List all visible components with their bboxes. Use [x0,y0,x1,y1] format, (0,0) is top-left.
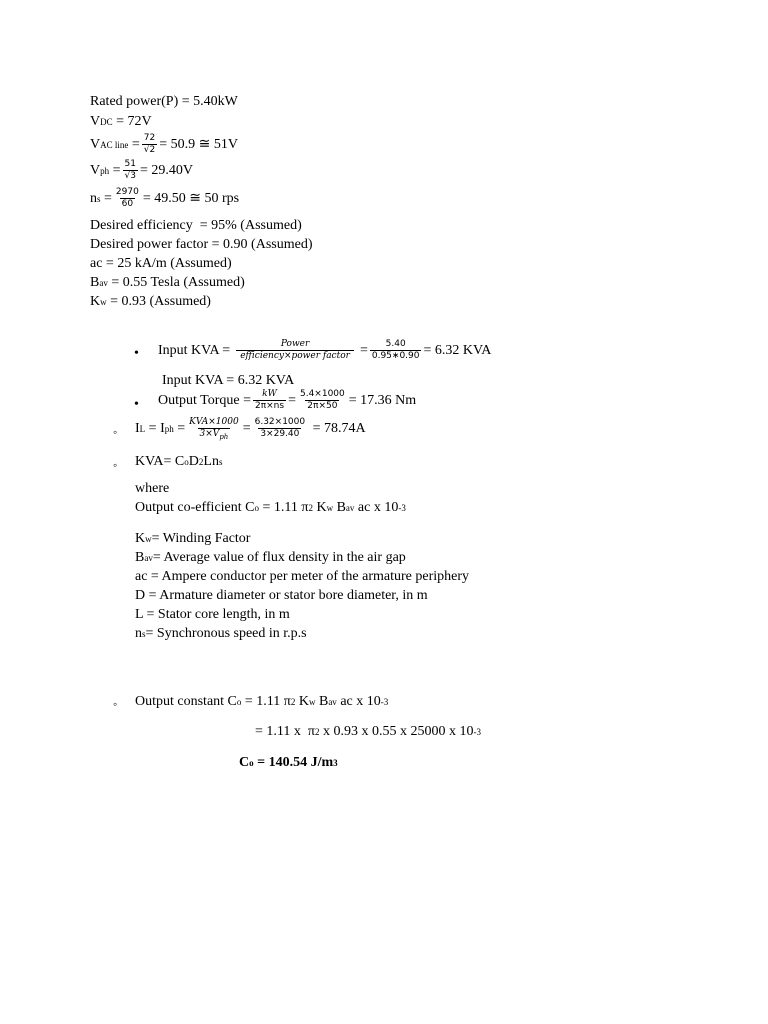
output-torque-label: Output Torque = [158,392,251,408]
bav-value: = 0.55 Tesla (Assumed) [107,275,245,290]
ns-line: n s = $\frac{2970}{60}$ = 49.50 ≅ 50 rps [90,187,240,209]
def-bav-line: B av = Average value of flux density in the air gap [135,550,406,565]
kw-value: = 0.93 (Assumed) [106,294,211,309]
oc-part-d: B [315,694,329,709]
oc-part-e: ac x 10 [336,694,381,709]
input-kva-equals: = [359,342,368,358]
ac-text: ac = 25 kA/m (Assumed) [90,256,232,271]
def-kw-text: = Winding Factor [151,531,251,546]
ns-symbol: n [90,190,97,206]
bullet-output-torque: • [134,397,139,412]
co-def-part-a: Output co-efficient C [135,500,255,515]
vph-equals: = [109,162,121,178]
torque-num-2: 5.4×1000 [299,389,345,399]
output-constant-result-line: C o = 140.54 J/m 3 [239,755,338,770]
il-fraction-2 [253,418,307,439]
torque-value: = 17.36 Nm [348,392,417,408]
ns-denominator: 60 [121,199,134,209]
co-def-part-e: ac x 10 [354,500,399,515]
vdc-value: = 72V [112,114,152,129]
vph-line: V ph = $\frac{51}{√3}$ = 29.40V [90,159,194,181]
ns-numerator: 2970 [115,187,139,197]
oc-result-value: = 140.54 J/m [253,755,334,770]
input-kva-label: Input KVA = [158,342,231,358]
def-ns-symbol: n [135,626,142,641]
vac-equals: = [128,136,140,152]
co-def-part-b: = 1.11 π [259,500,309,515]
kva-eq-part-c: Ln [203,454,219,469]
torque-equals: = [288,392,296,408]
bav-line: B av = 0.55 Tesla (Assumed) [90,275,245,290]
vdc-line: V DC = 72V [90,114,152,129]
il-num-1: KVA×1000 [189,417,239,427]
input-kva-den-1: efficiency×power factor [236,350,354,361]
torque-num-1: kW [262,389,277,399]
vph-numerator: 51 [124,159,136,169]
oc-part-a: Output constant C [135,694,237,709]
oc-part-b: = 1.11 π [241,694,291,709]
ac-line [90,257,232,271]
input-kva-den-2: 0.95∗0.90 [371,351,420,361]
vac-denominator: √2 [143,145,156,155]
il-den-1-text: 3×V [199,429,220,439]
co-def-part-d: B [333,500,346,515]
output-constant-substitution-line: = 1.11 x π 2 x 0.93 x 0.55 x 25000 x 10 -3 [255,724,481,739]
hollow-bullet-il: ◦ [113,425,118,439]
ns-fraction [114,188,141,209]
def-kw-symbol: K [135,531,146,546]
def-ac-text: ac = Ampere conductor per meter of the armature periphery [135,569,470,584]
il-num-2: 6.32×1000 [254,417,306,427]
il-den-1 [198,428,231,439]
output-constant-line: Output constant C o = 1.11 π 2 K w B av ac x 10 -3 [135,694,389,709]
kva-equation-line: KVA= C o D 2 Ln s [135,454,223,469]
kw-symbol: K [90,294,101,309]
rated-power-text: Rated power(P) = 5.40kW [90,94,238,109]
input-kva-fraction-1 [236,340,354,361]
hollow-bullet-output-constant: ◦ [113,697,118,711]
il-equals-2: = [242,420,251,436]
torque-fraction-1 [253,390,286,411]
def-l-text: L = Stator core length, in m [135,607,290,622]
torque-den-2: 2π×50 [307,401,338,411]
torque-fraction-2 [298,390,347,411]
def-ns-line: n s = Synchronous speed in r.p.s [135,626,307,641]
input-kva-num-2: 5.40 [385,339,406,349]
co-def-part-c: K [312,500,327,515]
iph-symbol: = I [145,420,165,436]
output-torque-line [158,390,416,411]
def-d-line [135,589,428,603]
ns-equals: = [100,190,112,206]
vac-fraction [142,134,157,155]
input-kva-num-1: Power [280,339,310,349]
vph-denominator: √3 [124,171,136,181]
def-bav-symbol: B [135,550,145,565]
input-kva-fraction-2 [370,340,422,361]
def-bav-text: = Average value of flux density in the air gap [152,550,406,565]
il-value: = 78.74A [309,420,366,436]
kva-eq-part-b: D [188,454,199,469]
il-den-2: 3×29.40 [260,429,300,439]
power-factor-text: Desired power factor = 0.90 (Assumed) [90,237,313,252]
input-kva-line [158,340,491,361]
il-fraction-1 [187,418,241,439]
where-line [135,482,169,496]
rated-power-line [90,95,238,109]
def-d-text: D = Armature diameter or stator bore diameter, in m [135,588,428,603]
input-kva-result: Input KVA = 6.32 KVA [162,373,295,388]
kw-line: K w = 0.93 (Assumed) [90,294,211,309]
vac-value: = 50.9 ≅ 51V [159,136,238,152]
def-ns-text: = Synchronous speed in r.p.s [145,626,307,641]
def-ac-line [135,570,469,584]
vac-numerator: 72 [143,133,156,143]
power-factor-line [90,238,313,252]
oc-sub-part-a: = 1.11 x π [255,724,315,739]
def-l-line [135,608,290,622]
vac-symbol: V [90,136,101,152]
il-symbol: I [135,420,140,436]
efficiency-line [90,219,302,233]
vdc-symbol: V [90,114,101,129]
torque-den-1: 2π×ns [254,401,285,411]
vph-value: = 29.40V [140,162,194,178]
input-kva-value: = 6.32 KVA [423,342,492,358]
hollow-bullet-kva: ◦ [113,458,118,472]
vph-fraction [123,160,138,181]
bav-symbol: B [90,275,100,290]
bullet-input-kva: • [134,346,139,361]
where-text: where [135,481,170,496]
oc-sub-part-b: x 0.93 x 0.55 x 25000 x 10 [319,724,474,739]
il-equals: = [173,420,186,436]
vph-symbol: V [90,162,101,178]
oc-result-symbol: C [239,755,250,770]
line-current-line: I L = I ph = $\frac{\text{KVA×1000}}{3\times V_{ph}}$ = $\frac{6.32\times 1000}{3\times 29.40}$ = 78.74A [135,417,366,441]
vac-line: V AC line = $\frac{72}{√2}$ = 50.9 ≅ 51V [90,133,238,155]
output-coefficient-line: Output co-efficient C o = 1.11 π 2 K w B av ac x 10 -3 [135,500,406,515]
ns-value: = 49.50 ≅ 50 rps [142,190,240,206]
efficiency-text: Desired efficiency = 95% (Assumed) [90,218,302,233]
il-den-1-subscript: ph [219,433,229,441]
kva-eq-part-a: KVA= C [135,454,185,469]
oc-part-c: K [295,694,309,709]
def-kw-line: K w = Winding Factor [135,531,251,546]
input-kva-result-line [162,374,294,388]
